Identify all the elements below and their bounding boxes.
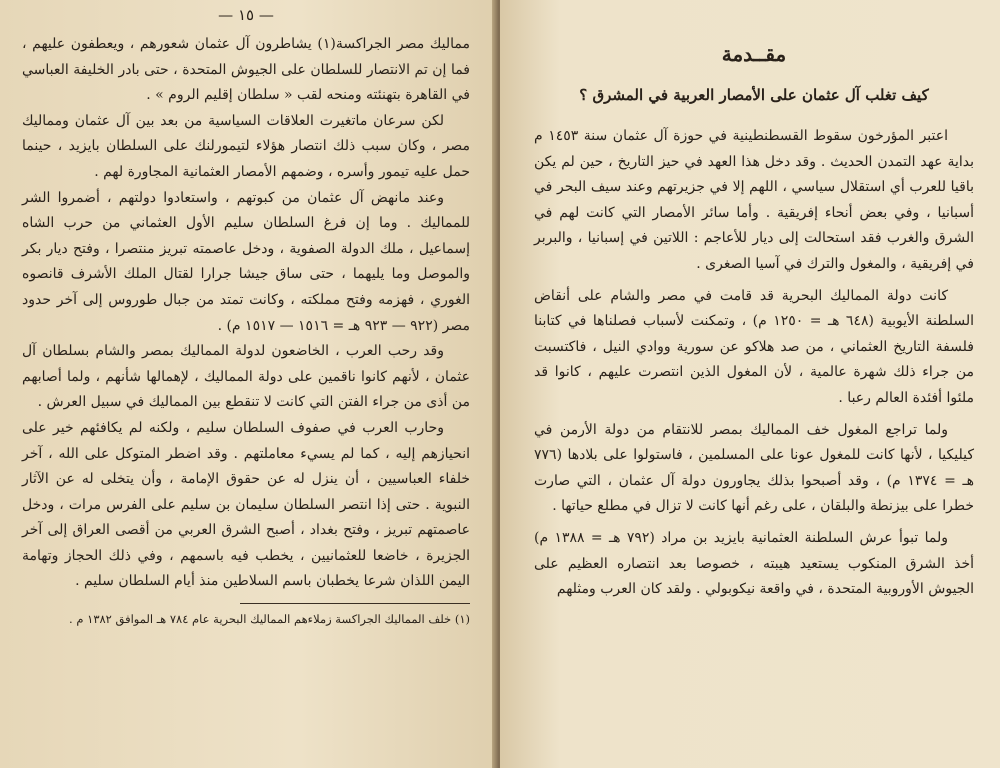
footnote: (١) خلف المماليك الجراكسة زملاءهم المماليك البحرية عام ٧٨٤ هـ الموافق ١٣٨٢ م . [69,612,470,627]
paragraph: مماليك مصر الجراكسة(١) يشاطرون آل عثمان شعورهم ، ويعطفون عليهم ، فما إن تم الانتصار للسلطان على الجيوش المتحدة ، حتى بادر الخليفة العباسي في القاهرة بتهنئته ومنحه لقب « سلطان إقليم الروم » . [22,36,471,104]
paragraph: وعند مانهض آل عثمان من كبوتهم ، واستعادوا دولتهم ، أضمروا الشر للمماليك . وما إن فرغ السلطان سليم الأول العثماني من حرب الشاه إسماعيل ، ملك الدولة الصفوية ، ودخل عاصمته تبريز منتصرا ، وفتح ديار بكر والموصل وما يليهما ، حتى ساق جيشا جرارا لقتال الملك الأشرف قانصوه الغوري ، فهزمه وفتح مملكته ، وكانت تمتد من جبال طوروس إلى آخر حدود مصر (٩٢٢ — ٩٢٣ هـ = ١٥١٦ — ١٥١٧ م) . [22,189,470,334]
paragraph: اعتبر المؤرخون سقوط القسطنطينية في حوزة آل عثمان سنة ١٤٥٣ م بداية عهد التمدن الحديث . وقد دخل هذا العهد في حيز التاريخ ، حين لم يكن باقيا للعرب أي استقلال سياسي ، اللهم إلا في جزيرتهم وعند سيف البحر في أسبانيا ، وفي بعض أنحاء إفريقية . وأما سائر الأمصار التي كانت لهم في الشرق والغرب فقد استحالت إلى ديار للأعاجم : اللاتين في إسبانيا ، والبربر في إفريقية ، والمغول والترك في آسيا الصغرى . [534,128,974,272]
page-number: — ١٥ — [218,6,274,24]
chapter-heading: مقــدمة [721,42,787,66]
left-page [0,0,496,768]
section-subheading: كيف تغلب آل عثمان على الأمصار العربية في المشرق ؟ [579,86,929,104]
paragraph: لكن سرعان ماتغيرت العلاقات السياسية من بعد بين آل عثمان ومماليك مصر ، وكان سبب ذلك انتصار هؤلاء لتيمورلنك على السلطان بايزيد ، حينما حمل عليه تيمور وأسره ، وضمهم الأمصار العثمانية المجاورة لهم . [22,112,470,180]
right-page [500,0,1000,768]
paragraph: ولما تبوأ عرش السلطنة العثمانية بايزيد بن مراد (٧٩٢ هـ = ١٣٨٨ م) أخذ الشرق المنكوب يستعيد هيبته ، خصوصا بعد انتصاره العظيم على الجيوش الأوروبية المتحدة ، في واقعة نيكوبولي . ولقد كان العرب ومثلهم [534,529,974,598]
paragraph: ولما تراجع المغول خف المماليك بمصر للانتقام من دولة الأرمن في كيليكيا ، لأنها كانت للمغول عونا على المسلمين ، فاستولوا على بلادها (٧٧٦ هـ = ١٣٧٤ م) ، وقد أصبحوا بذلك يجاورون دولة آل عثمان ، التي صارت خطرا على بيزنطة والبلقان ، على رغم أنها كانت لا تزال في مطلع حياتها . [534,421,974,515]
paragraph: وقد رحب العرب ، الخاضعون لدولة المماليك بمصر والشام بسلطان آل عثمان ، لأنهم كانوا ناقمين على دولة المماليك ، لإهمالها شأنهم ، ولما أصابهم من أذى من جراء الفتن التي كانت لا تنقطع بين المماليك في سبيل العرش . [22,343,470,411]
paragraph: وحارب العرب في صفوف السلطان سليم ، ولكنه لم يكافئهم خير على انحيازهم إليه ، كما لم يسيء معاملتهم . وقد اضطر المتوكل على الله ، آخر خلفاء العباسيين ، أن ينزل له عن حقوق الإمامة ، وأن يتخلى له عن الآثار النبوية . حتى إذا انتصر السلطان سليمان بن سليم على الفرس مرات ، ودخل عاصمتهم تبريز ، وفتح بغداد ، أصبح الشرق العربي من أقصى العراق إلى آخر الجزيرة ، خاضعا للعثمانيين ، يخطب فيه باسمهم ، وفي ذلك الحجاز وتهامة اليمن اللذان شرعا يخطبان باسم السلاطين منذ أيام السلطان سليم . [22,419,470,590]
footnote-rule [240,603,470,604]
paragraph: كانت دولة المماليك البحرية قد قامت في مصر والشام على أنقاض السلطنة الأيوبية (٦٤٨ هـ = ١٢٥٠ م) ، وتمكنت لأسباب فصلناها في كتابنا فلسفة التاريخ العثماني ، من صد هلاكو عن سورية ووادي النيل ، فاكتسبت من جراء ذلك شهرة عالمية ، لأن المغول الذين انتصرت عليهم ، كانوا قد ملئوا أفئدة العالم رعبا . [534,287,974,406]
